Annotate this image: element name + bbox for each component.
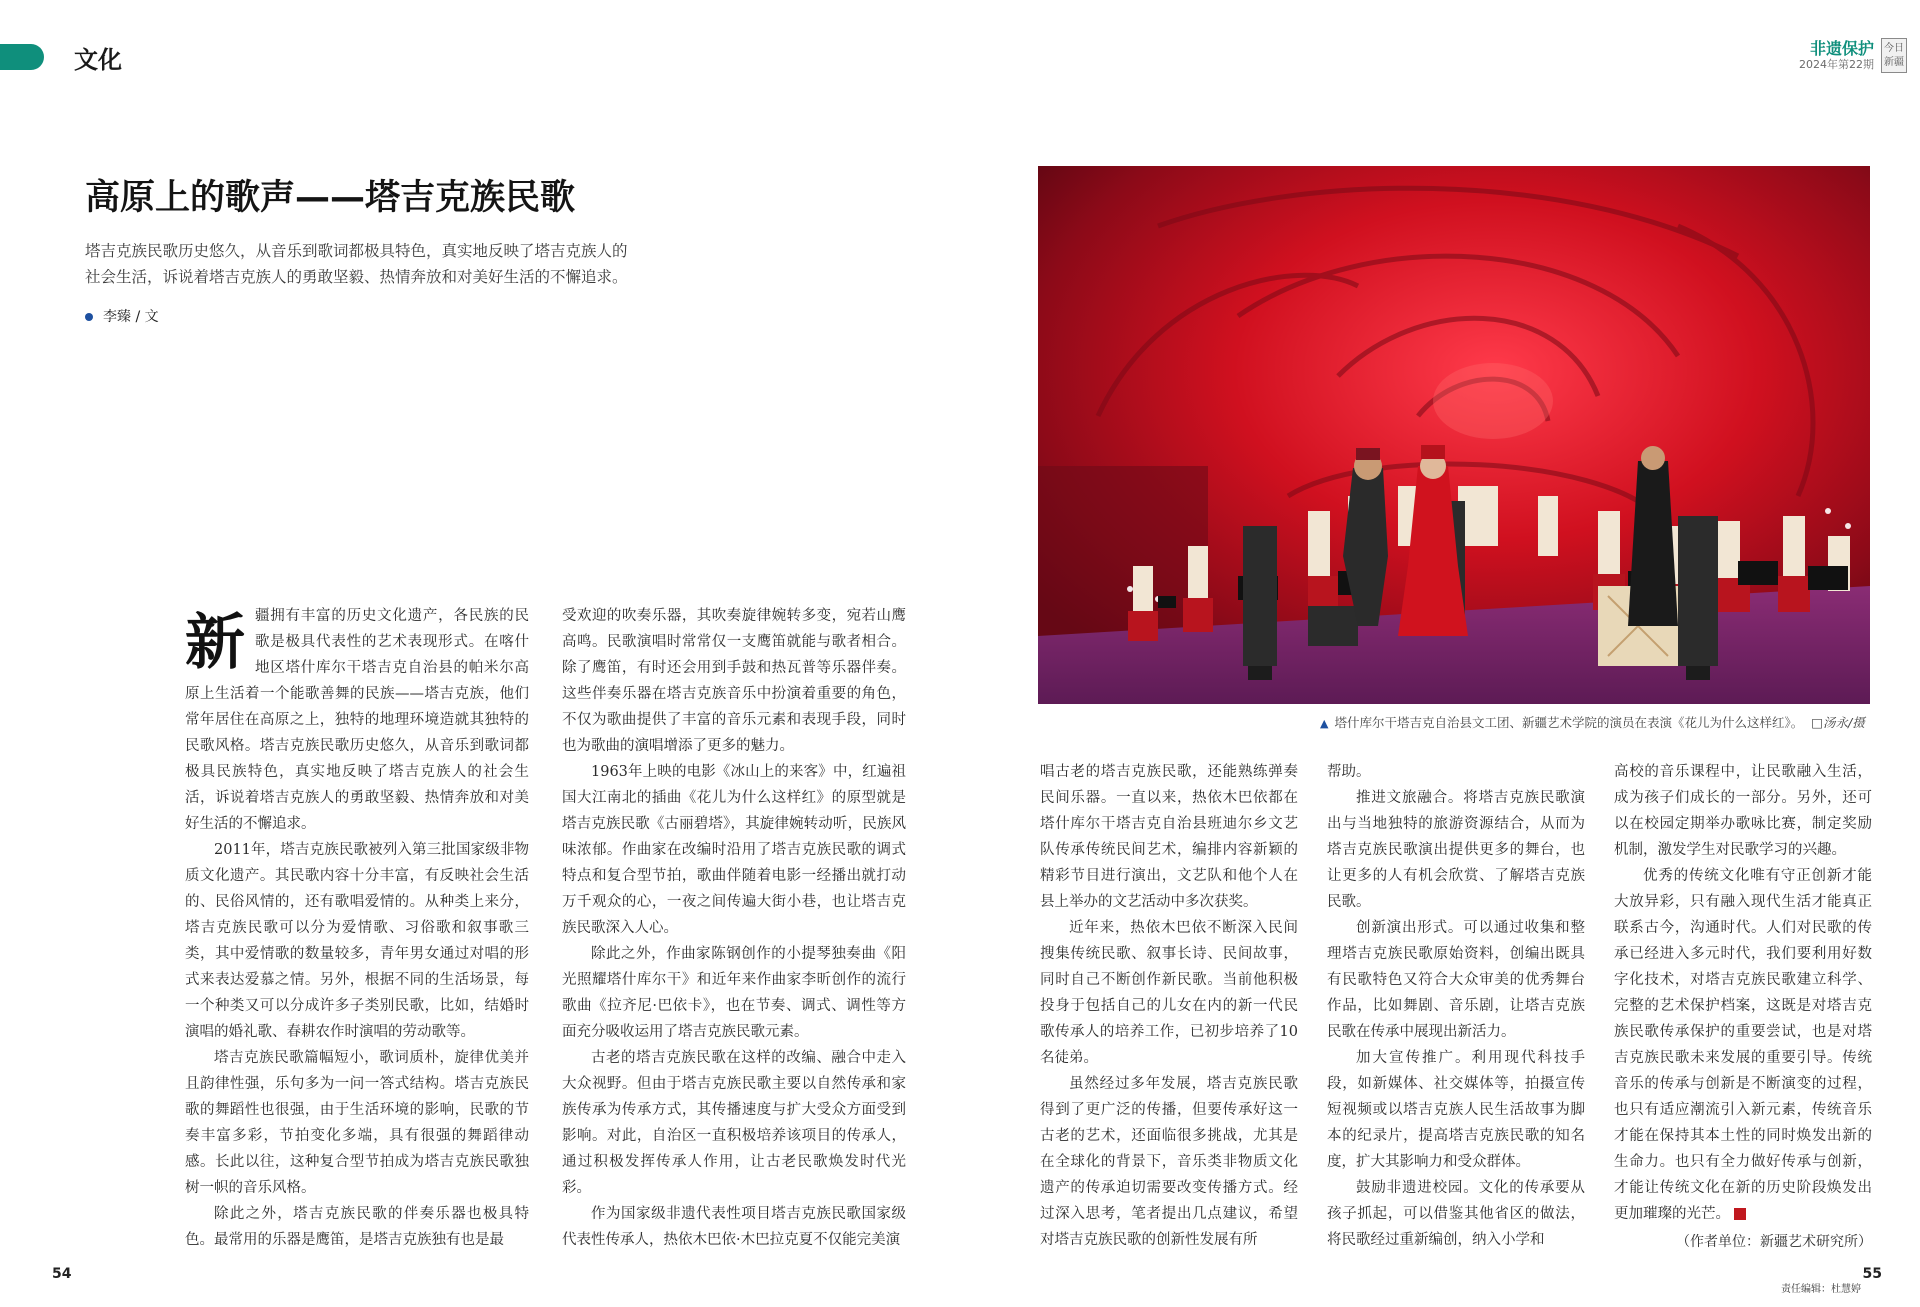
article-title: 高原上的歌声——塔吉克族民歌 xyxy=(85,178,576,218)
body-paragraph: 塔吉克族民歌篇幅短小，歌词质朴，旋律优美并且韵律性强，乐句多为一问一答式结构。塔吉克族民歌的舞蹈性也很强，由于生活环境的影响，民歌的节奏丰富多彩，节拍变化多端，具有很强的舞蹈律动感。长此以往，这种复合型节拍成为塔吉克族民歌独树一帜的音乐风格。 xyxy=(185,1050,529,1196)
body-paragraph: 近年来，热依木巴依不断深入民间搜集传统民歌、叙事长诗、民间故事，同时自己不断创作新民歌。当前他积极投身于包括自己的儿女在内的新一代民歌传承人的培养工作，已初步培养了10名徒弟。 xyxy=(1040,920,1298,1066)
caption-text: 塔什库尔干塔吉克自治县文工团、新疆艺术学院的演员在表演《花儿为什么这样红》。 xyxy=(1334,715,1804,730)
body-paragraph: 古老的塔吉克族民歌在这样的改编、融合中走入大众视野。但由于塔吉克族民歌主要以自然传承和家族传承为传承方式，其传播速度与扩大受众方面受到影响。对此，自治区一直积极培养该项目的传承人，通过积极发挥传承人作用，让古老民歌焕发时代光彩。 xyxy=(562,1050,906,1196)
body-paragraph: 2011年，塔吉克族民歌被列入第三批国家级非物质文化遗产。其民歌内容十分丰富，有反映社会生活的、民俗风情的，还有歌唱爱情的。从种类上来分，塔吉克族民歌可以分为爱情歌、习俗歌和叙事歌三类，其中爱情歌的数量较多，青年男女通过对唱的形式来表达爱慕之情。另外，根据不同的生活场景，每一个种类又可以分成许多子类别民歌，比如，结婚时演唱的婚礼歌、春耕农作时演唱的劳动歌等。 xyxy=(185,842,529,1040)
body-column-5 xyxy=(1614,759,1872,1255)
body-paragraph: 1963年上映的电影《冰山上的来客》中，红遍祖国大江南北的插曲《花儿为什么这样红》的原型就是塔吉克族民歌《古丽碧塔》，其旋律婉转动听，民族风味浓郁。作曲家在改编时沿用了塔吉克族民歌的调式特点和复合型节拍，歌曲伴随着电影一经播出就打动万千观众的心，一夜之间传遍大街小巷，也让塔吉克族民歌深入人心。 xyxy=(562,764,906,936)
brand-name: 非遗保护 xyxy=(1809,39,1874,58)
body-paragraph: 疆拥有丰富的历史文化遗产，各民族的民歌是极具代表性的艺术表现形式。在喀什地区塔什库尔干塔吉克自治县的帕米尔高原上生活着一个能歌善舞的民族——塔吉克族，他们常年居住在高原之上，独特的地理环境造就其独特的民歌风格。塔吉克族民歌历史悠久，从音乐到歌词都极具民族特色，真实地反映了塔吉克族人的社会生活，诉说着塔吉克族人的勇敢坚毅、热情奔放和对美好生活的不懈追求。 xyxy=(185,608,529,832)
photo-illustration xyxy=(1038,166,1870,704)
body-column-3 xyxy=(1040,759,1298,1253)
body-paragraph: 加大宣传推广。利用现代科技手段，如新媒体、社交媒体等，拍摄宣传短视频或以塔吉克族人民生活故事为脚本的纪录片，提高塔吉克族民歌的知名度，扩大其影响力和受众群体。 xyxy=(1327,1050,1585,1170)
body-paragraph: 高校的音乐课程中，让民歌融入生活，成为孩子们成长的一部分。另外，还可以在校园定期举办歌咏比赛，制定奖励机制，激发学生对民歌学习的兴趣。 xyxy=(1614,764,1872,858)
closing-paragraph-text: 优秀的传统文化唯有守正创新才能大放异彩，只有融入现代生活才能真正联系古今，沟通时代。人们对民歌的传承已经进入多元时代，我们要利用好数字化技术，对塔吉克族民歌建立科学、完整的艺术保护档案，这既是对塔吉克族民歌传承保护的重要尝试，也是对塔吉克族民歌未来发展的重要引导。传统音乐的传承与创新是不断演变的过程，也只有适应潮流引入新元素，传统音乐才能在保持其本土性的同时焕发出新的生命力。也只有全力做好传承与创新，才能让传统文化在新的历史阶段焕发出更加璀璨的光芒。 xyxy=(1614,868,1872,1222)
section-tab-marker xyxy=(0,44,44,70)
performance-photo xyxy=(1038,166,1870,704)
logo-text-top: 今日 xyxy=(1884,42,1904,54)
body-paragraph: 受欢迎的吹奏乐器，其吹奏旋律婉转多变，宛若山鹰高鸣。民歌演唱时常常仅一支鹰笛就能与歌者相合。除了鹰笛，有时还会用到手鼓和热瓦普等乐器伴奏。这些伴奏乐器在塔吉克族音乐中扮演着重要的角色，不仅为歌曲提供了丰富的音乐元素和表现手段，同时也为歌曲的演唱增添了更多的魅力。 xyxy=(562,608,906,754)
photo-caption xyxy=(1040,713,1870,731)
drop-cap: 新 xyxy=(185,608,245,678)
body-paragraph: 虽然经过多年发展，塔吉克族民歌得到了更广泛的传播，但要传承好这一古老的艺术，还面临很多挑战，尤其是在全球化的背景下，音乐类非物质文化遗产的传承迫切需要改变传播方式。经过深入思考，笔者提出几点建议，希望对塔吉克族民歌的创新性发展有所 xyxy=(1040,1076,1298,1248)
page-number-right: 55 xyxy=(1862,1266,1882,1282)
body-column-4 xyxy=(1327,759,1585,1253)
body-paragraph: 唱古老的塔吉克族民歌，还能熟练弹奏民间乐器。一直以来，热依木巴依都在塔什库尔干塔吉克自治县班迪尔乡文艺队传承传统民间艺术，编排内容新颖的精彩节目进行演出，文艺队和他个人在县上举办的文艺活动中多次获奖。 xyxy=(1040,764,1298,910)
body-paragraph: 除此之外，塔吉克族民歌的伴奏乐器也极具特色。最常用的乐器是鹰笛，是塔吉克族独有也是最 xyxy=(185,1206,529,1248)
byline xyxy=(85,306,159,326)
body-column-2 xyxy=(562,603,906,1253)
body-paragraph xyxy=(1614,863,1872,1227)
lead-line: 社会生活，诉说着塔吉克族人的勇敢坚毅、热情奔放和对美好生活的不懈追求。 xyxy=(85,268,628,286)
body-paragraph: 帮助。 xyxy=(1327,764,1371,780)
body-paragraph: 除此之外，作曲家陈钢创作的小提琴独奏曲《阳光照耀塔什库尔干》和近年来作曲家李昕创作的流行歌曲《拉齐尼·巴依卡》，也在节奏、调式、调性等方面充分吸收运用了塔吉克族民歌元素。 xyxy=(562,946,906,1040)
body-paragraph: 鼓励非遗进校园。文化的传承要从孩子抓起，可以借鉴其他省区的做法，将民歌经过重新编创，纳入小学和 xyxy=(1327,1180,1585,1248)
issue-number: 2024年第22期 xyxy=(1799,58,1874,71)
triangle-up-icon: ▲ xyxy=(1320,717,1329,730)
section-label: 文化 xyxy=(74,46,122,74)
byline-text: 李臻 / 文 xyxy=(103,309,159,325)
bullet-icon xyxy=(85,313,93,321)
body-paragraph: 推进文旅融合。将塔吉克族民歌演出与当地独特的旅游资源结合，从而为塔吉克族民歌演出提供更多的舞台，也让更多的人有机会欣赏、了解塔吉克族民歌。 xyxy=(1327,790,1585,910)
article-lead xyxy=(85,238,655,290)
responsible-editor: 责任编辑：杜慧婷 xyxy=(1781,1284,1861,1295)
lead-line: 塔吉克族民歌历史悠久，从音乐到歌词都极具特色，真实地反映了塔吉克族人的 xyxy=(85,242,628,260)
body-column-1 xyxy=(185,603,529,1253)
body-paragraph: 作为国家级非遗代表性项目塔吉克族民歌国家级代表性传承人，热依木巴依·木巴拉克夏不仅能完美演 xyxy=(562,1206,906,1248)
magazine-brand xyxy=(1799,40,1874,71)
magazine-logo xyxy=(1881,38,1907,73)
end-mark-icon xyxy=(1734,1208,1746,1220)
author-unit: （作者单位：新疆艺术研究所） xyxy=(1676,1234,1872,1250)
body-paragraph: 创新演出形式。可以通过收集和整理塔吉克族民歌原始资料，创编出既具有民歌特色又符合大众审美的优秀舞台作品，比如舞剧、音乐剧，让塔吉克族民歌在传承中展现出新活力。 xyxy=(1327,920,1585,1040)
photo-credit: □汤永/摄 xyxy=(1811,715,1865,730)
logo-text-bottom: 新疆 xyxy=(1884,56,1904,68)
page-number-left: 54 xyxy=(52,1266,72,1282)
